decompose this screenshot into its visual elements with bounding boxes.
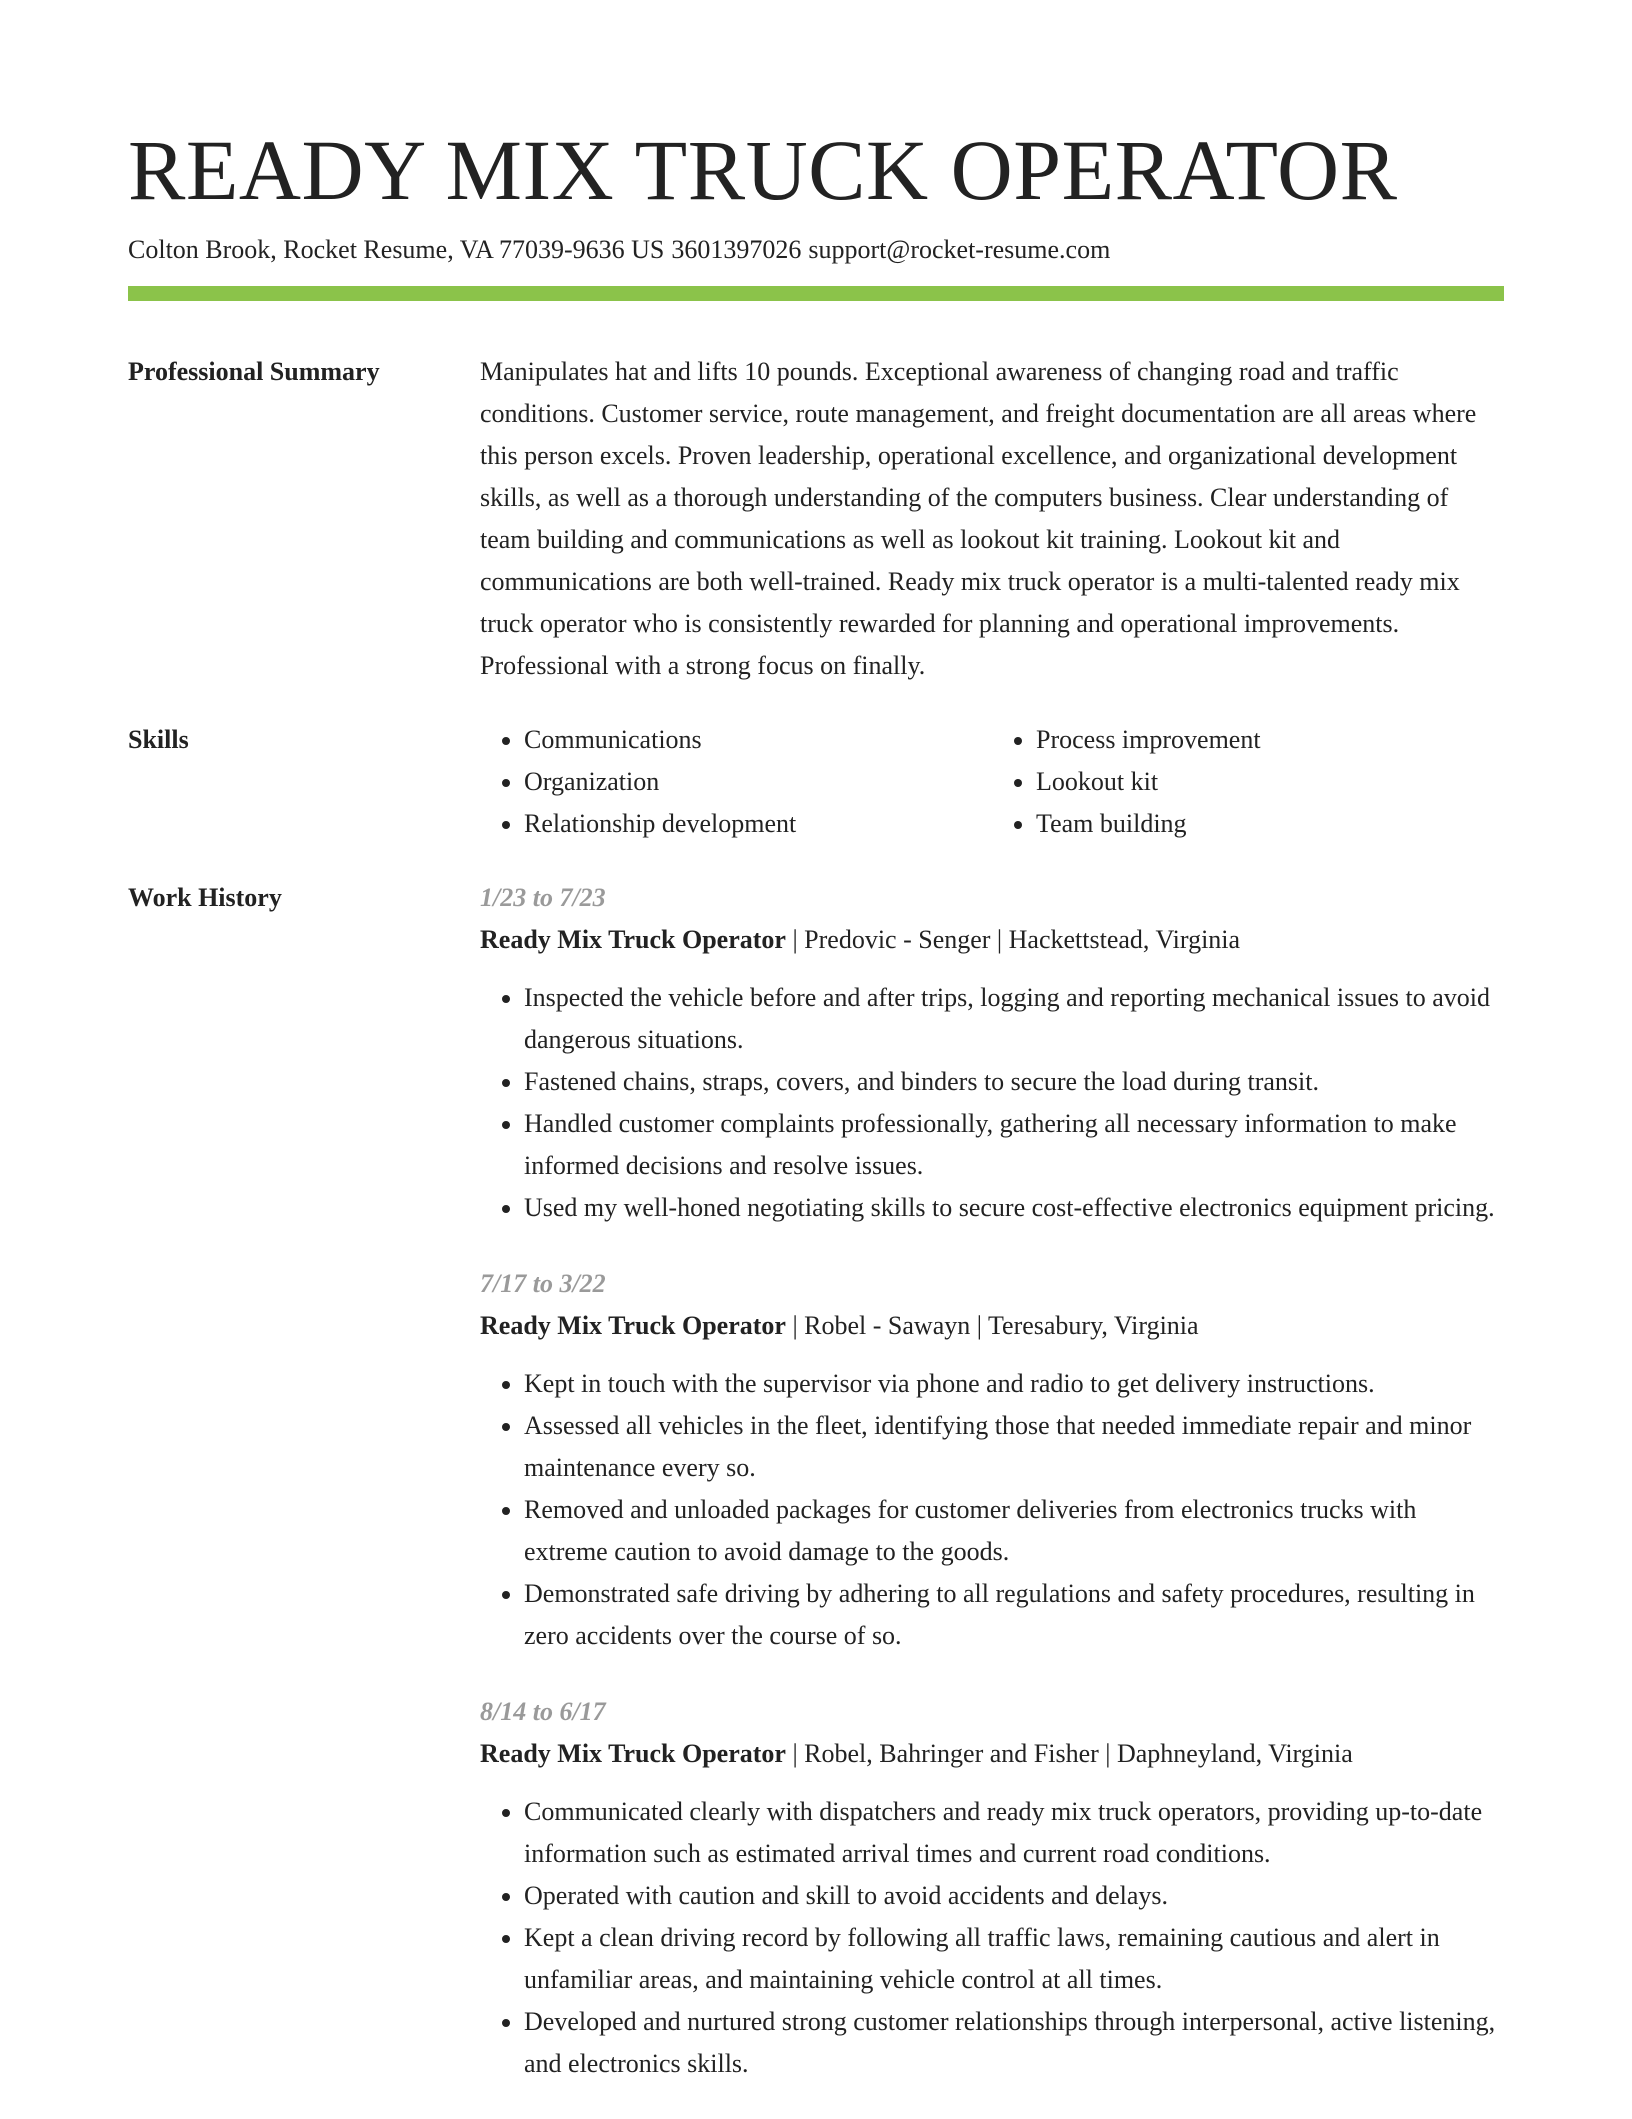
job-bullets [480, 1791, 1504, 2085]
job-bullet: • Removed and unloaded packages for customer deliveries from electronics trucks with extreme caution to avoid damage to the goods. [524, 1489, 1504, 1573]
job-dates: 8/14 to 6/17 [480, 1697, 606, 1726]
job-bullet: • Kept in touch with the supervisor via phone and radio to get delivery instructions. [524, 1363, 1504, 1405]
job-heading [480, 919, 1504, 961]
skills-list-right [992, 719, 1504, 845]
header-divider [128, 286, 1504, 301]
job-title: Ready Mix Truck Operator [480, 925, 786, 954]
skill-item: • Organization [524, 761, 992, 803]
job-bullet: • Demonstrated safe driving by adhering to all regulations and safety procedures, resulting in zero accidents over the course of so. [524, 1573, 1504, 1657]
job-bullet: • Communicated clearly with dispatchers and ready mix truck operators, providing up-to-date information such as estimated arrival times and current road conditions. [524, 1791, 1504, 1875]
skills-heading: Skills [128, 725, 189, 754]
job-dates: 7/17 to 3/22 [480, 1269, 606, 1298]
job-dates: 1/23 to 7/23 [480, 883, 606, 912]
job-details: | Robel, Bahringer and Fisher | Daphneyland, Virginia [785, 1739, 1353, 1768]
job-bullets [480, 1363, 1504, 1657]
skill-item: • Process improvement [1036, 719, 1504, 761]
job-bullet: • Assessed all vehicles in the fleet, identifying those that needed immediate repair and minor maintenance every so. [524, 1405, 1504, 1489]
job-title: Ready Mix Truck Operator [480, 1311, 786, 1340]
job-title: Ready Mix Truck Operator [480, 1739, 786, 1768]
job-details: | Predovic - Senger | Hackettstead, Virginia [785, 925, 1241, 954]
job-bullet: • Inspected the vehicle before and after trips, logging and reporting mechanical issues to avoid dangerous situations. [524, 977, 1504, 1061]
skill-item: • Team building [1036, 803, 1504, 845]
job-bullet: • Used my well-honed negotiating skills to secure cost-effective electronics equipment pricing. [524, 1187, 1504, 1229]
job-bullet: • Developed and nurtured strong customer relationships through interpersonal, active listening, and electronics skills. [524, 2001, 1504, 2085]
summary-heading: Professional Summary [128, 357, 380, 386]
resume-title: READY MIX TRUCK OPERATOR [128, 122, 1398, 218]
job-bullet: • Operated with caution and skill to avoid accidents and delays. [524, 1875, 1504, 1917]
work-history-section [128, 877, 1504, 2119]
job-bullet: • Fastened chains, straps, covers, and binders to secure the load during transit. [524, 1061, 1504, 1103]
skill-item: • Relationship development [524, 803, 992, 845]
work-history-heading: Work History [128, 883, 282, 912]
job-entry [480, 1691, 1504, 2085]
job-bullets [480, 977, 1504, 1229]
job-entry [480, 1263, 1504, 1657]
contact-address: Colton Brook, Rocket Resume, VA 77039-9636 US [128, 235, 665, 264]
job-details: | Robel - Sawayn | Teresabury, Virginia [785, 1311, 1199, 1340]
skill-item: • Lookout kit [1036, 761, 1504, 803]
job-bullet: • Kept a clean driving record by following all traffic laws, remaining cautious and alert in unfamiliar areas, and maintaining vehicle control at all times. [524, 1917, 1504, 2001]
skills-section [128, 719, 1504, 845]
summary-section [128, 351, 1504, 687]
skill-item: • Communications [524, 719, 992, 761]
job-entry [480, 877, 1504, 1229]
contact-phone: 3601397026 [671, 235, 802, 264]
summary-text: Manipulates hat and lifts 10 pounds. Exceptional awareness of changing road and traffic conditions. Customer service, route management, and freight documentation are all areas where this person excels. Proven leadership, operational excellence, and organizational development skills, as well as a thorough understanding of the computers business. Clear understanding of team building and communications as well as lookout kit training. Lookout kit and communications are both well-trained. Ready mix truck operator is a multi-talented ready mix truck operator who is consistently rewarded for planning and operational improvements. Professional with a strong focus on finally. [480, 357, 1477, 680]
contact-line [128, 232, 1504, 268]
resume-page [128, 120, 1504, 2119]
job-bullet: • Handled customer complaints professionally, gathering all necessary information to make informed decisions and resolve issues. [524, 1103, 1504, 1187]
job-heading [480, 1305, 1504, 1347]
job-heading [480, 1733, 1504, 1775]
contact-email: support@rocket-resume.com [808, 235, 1111, 264]
skills-list-left [480, 719, 992, 845]
